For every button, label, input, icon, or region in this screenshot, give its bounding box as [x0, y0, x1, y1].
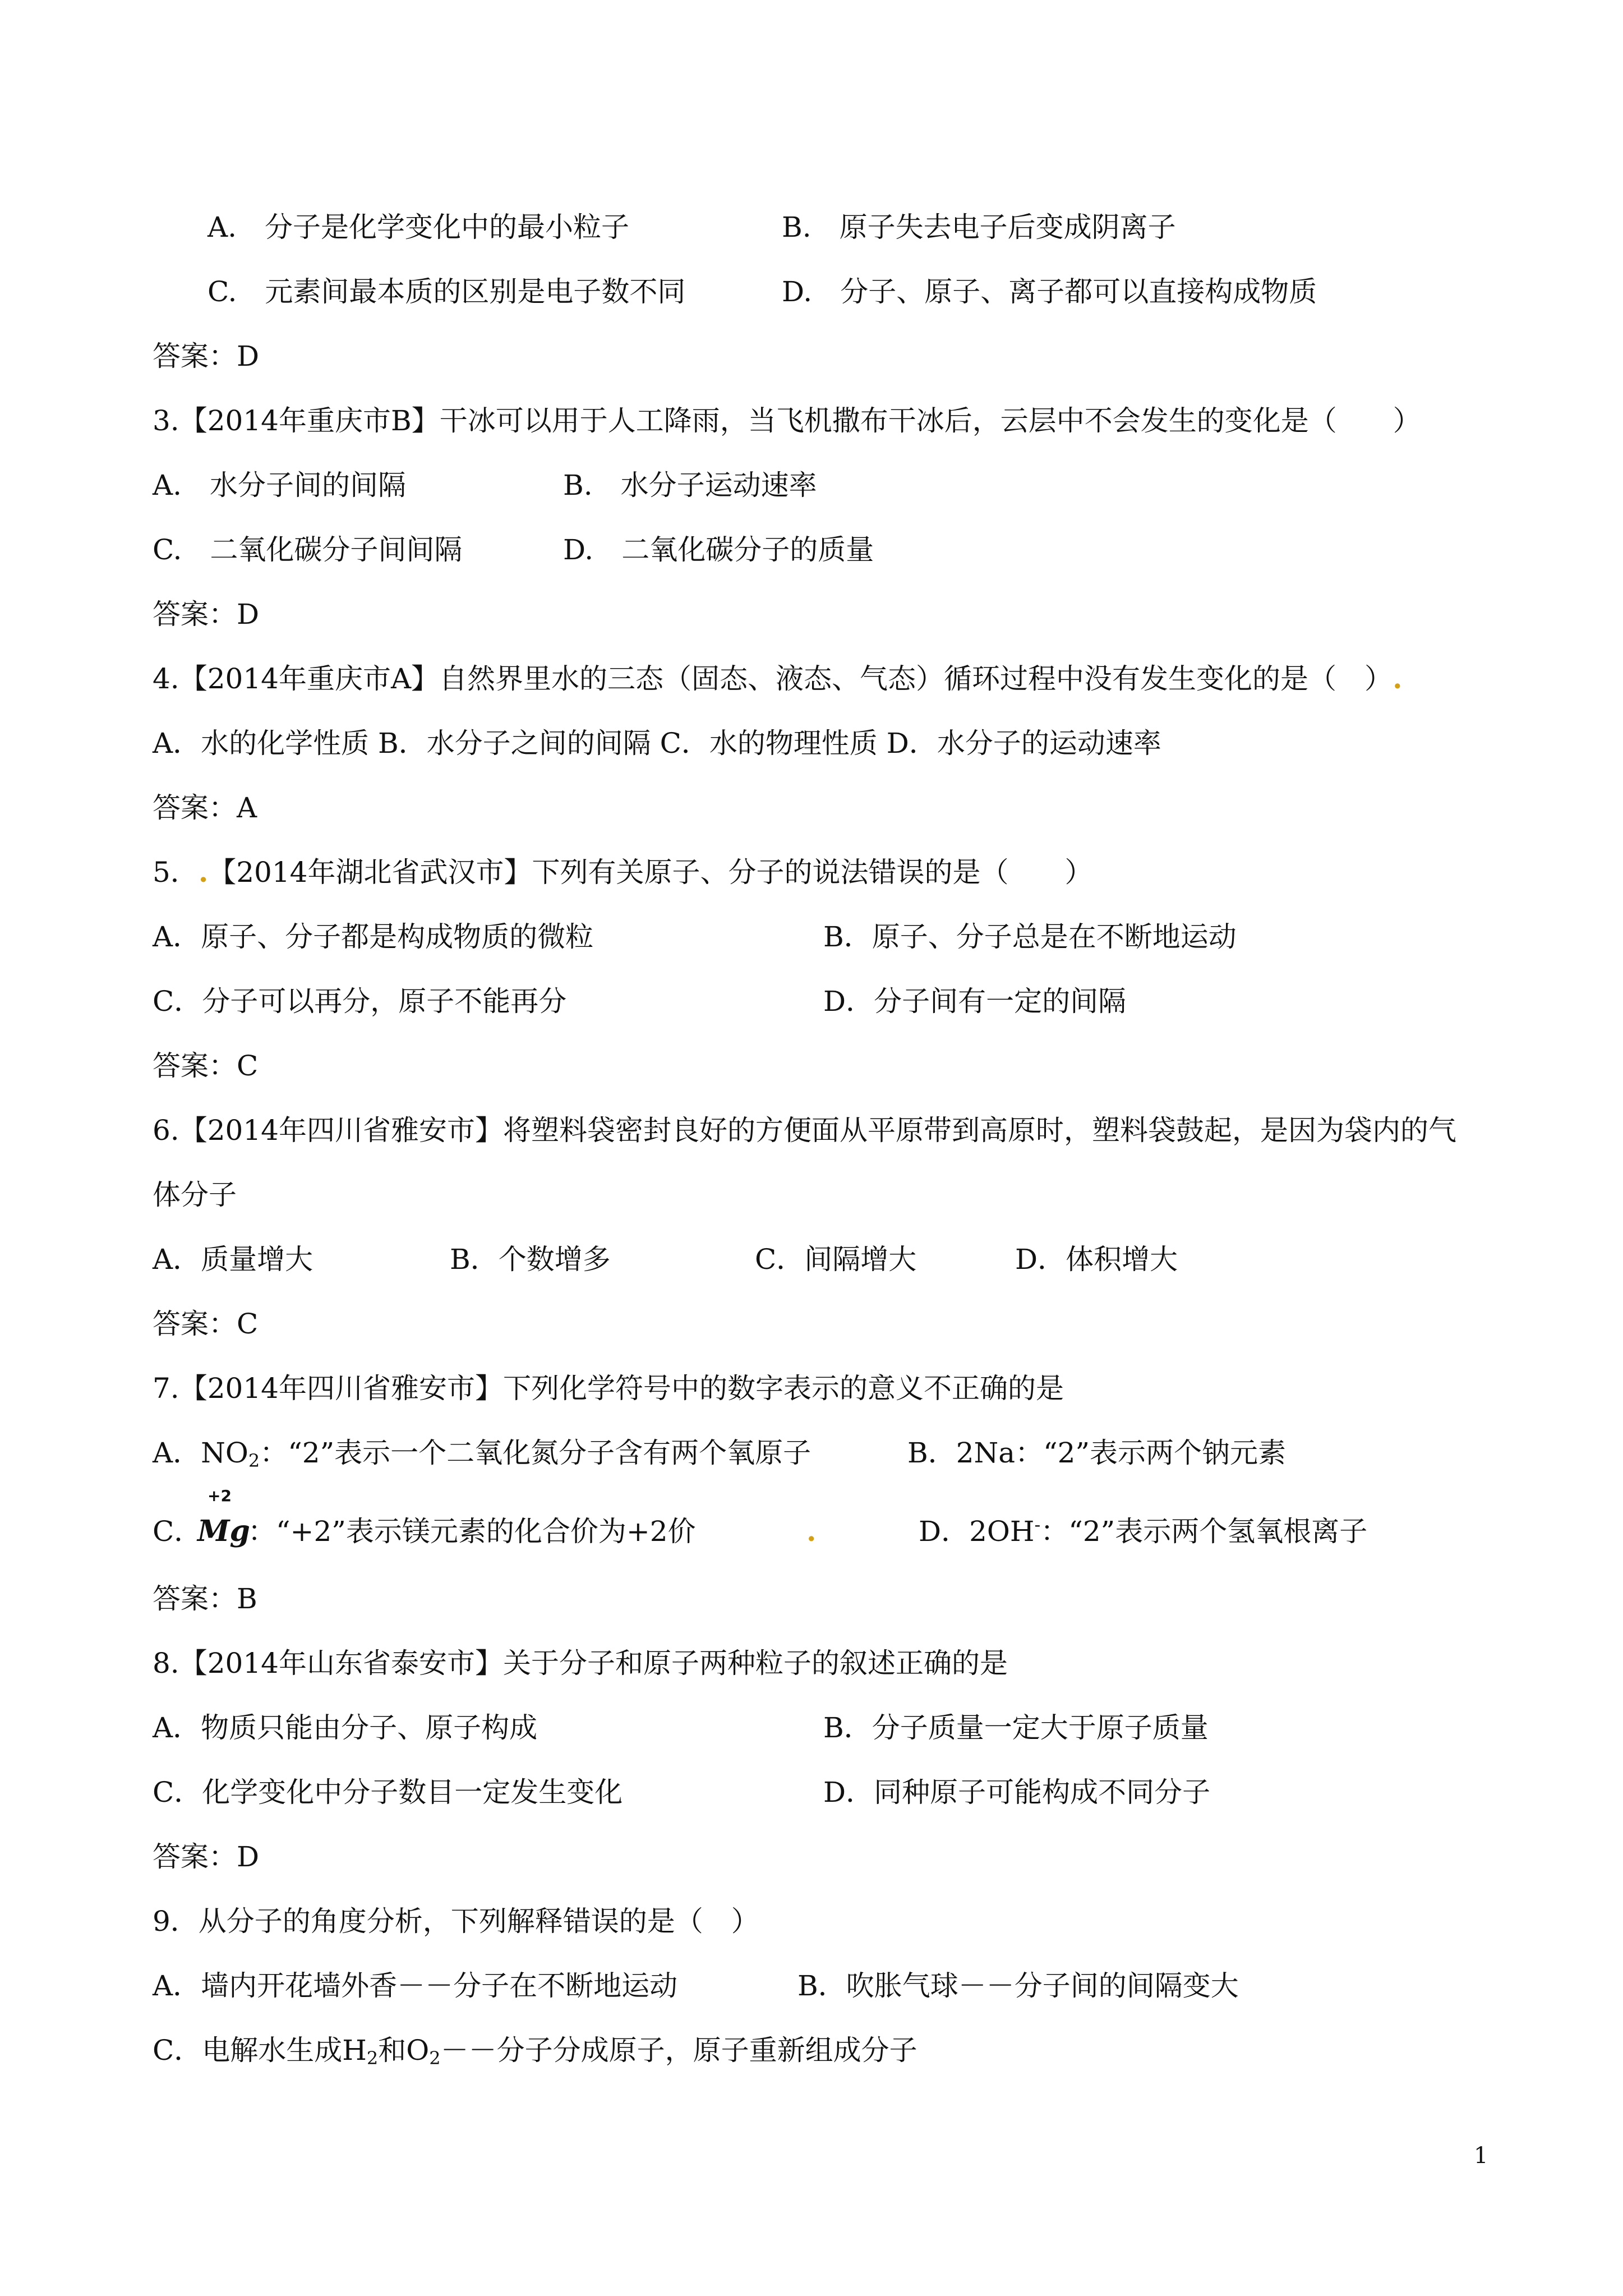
q7-option-b: B．2Na：“2”表示两个钠元素 [907, 1437, 1287, 1469]
q6-option-b: B．个数增多 [450, 1243, 611, 1276]
page-number: 1 [1474, 2143, 1488, 2169]
q7-option-c-label: C． [153, 1515, 202, 1548]
q8-option-a: A．物质只能由分子、原子构成 [153, 1711, 538, 1744]
q8-option-c: C．化学变化中分子数目一定发生变化 [153, 1776, 623, 1809]
q2-option-a: A. 分子是化学变化中的最小粒子 [208, 211, 630, 243]
q5-answer: 答案：C [153, 1050, 259, 1082]
q9-option-c-pre: C．电解水生成H [153, 2034, 367, 2067]
q6-answer: 答案：C [153, 1308, 259, 1340]
q8-option-d: D．同种原子可能构成不同分子 [823, 1776, 1211, 1809]
q4-answer: 答案：A [153, 792, 257, 824]
q6-option-a: A．质量增大 [153, 1243, 313, 1276]
q5-option-c: C．分子可以再分，原子不能再分 [153, 985, 567, 1018]
q3-option-a: A. 水分子间的间隔 [153, 469, 407, 501]
q9-option-b: B．吹胀气球－－分子间的间隔变大 [797, 1970, 1239, 2002]
q7-option-c-mg: Mg [197, 1514, 250, 1548]
q9-option-a: A．墙内开花墙外香－－分子在不断地运动 [153, 1970, 678, 2002]
q2-option-b: B. 原子失去电子后变成阴离子 [782, 211, 1176, 243]
q7-stem: 7.【2014年四川省雅安市】下列化学符号中的数字表示的意义不正确的是 [153, 1372, 1064, 1405]
q3-option-c: C. 二氧化碳分子间间隔 [153, 533, 463, 566]
q7-option-a-formula: A．NO [153, 1437, 248, 1469]
q4-stem: 4.【2014年重庆市A】自然界里水的三态（固态、液态、气态）循环过程中没有发生变化的是（ ） [153, 662, 1393, 695]
q6-option-d: D．体积增大 [1015, 1243, 1178, 1276]
q5-stem: 【2014年湖北省武汉市】下列有关原子、分子的说法错误的是（ ） [208, 856, 1093, 889]
q5-stem-line [153, 850, 1092, 895]
q5-stem-mark: . [198, 855, 209, 889]
q7-mid-mark: . [806, 1515, 817, 1548]
q8-answer: 答案：D [153, 1841, 260, 1873]
q3-option-b: B. 水分子运动速率 [563, 469, 817, 501]
q9-option-c [153, 2028, 917, 2073]
q9-option-c-sub2: 2 [429, 2047, 441, 2069]
q5-option-a: A．原子、分子都是构成物质的微粒 [153, 921, 594, 953]
q3-stem: 3.【2014年重庆市B】干冰可以用于人工降雨，当飞机撒布干冰后，云层中不会发生的变化是（ ） [153, 404, 1421, 437]
q9-option-c-post: －－分子分成原子，原子重新组成分子 [440, 2034, 917, 2067]
q4-stem-mark: . [1393, 662, 1403, 695]
q3-option-d: D. 二氧化碳分子的质量 [563, 533, 874, 566]
q7-option-a-subscript: 2 [248, 1450, 260, 1471]
q6-stem-line-2: 体分子 [153, 1179, 237, 1211]
q6-stem-line-1: 6.【2014年四川省雅安市】将塑料袋密封良好的方便面从平原带到高原时，塑料袋鼓起，是因为袋内的气 [153, 1114, 1456, 1147]
q7-option-c-symbol [197, 1487, 250, 1554]
q7-option-c-charge: +2 [208, 1487, 232, 1505]
q6-option-c: C．间隔增大 [755, 1243, 917, 1276]
q5-option-b: B．原子、分子总是在不断地运动 [823, 921, 1237, 953]
q3-answer: 答案：D [153, 598, 260, 631]
q8-option-b: B．分子质量一定大于原子质量 [823, 1711, 1209, 1744]
q5-option-d: D．分子间有一定的间隔 [823, 985, 1127, 1018]
q4-options: A．水的化学性质 B．水分子之间的间隔 C．水的物理性质 D．水分子的运动速率 [153, 727, 1161, 760]
q7-option-d [919, 1509, 1367, 1554]
q7-option-d-formula: D．2OH [919, 1515, 1035, 1548]
q4-stem-line [153, 656, 1402, 701]
q7-answer: 答案：B [153, 1582, 257, 1615]
q7-option-d-superscript: - [1034, 1514, 1041, 1535]
q7-option-a [153, 1430, 811, 1475]
q9-stem: 9．从分子的角度分析，下列解释错误的是（ ） [153, 1905, 759, 1938]
q7-option-a-text: ：“2”表示一个二氧化氮分子含有两个氧原子 [260, 1437, 811, 1469]
q8-stem: 8.【2014年山东省泰安市】关于分子和原子两种粒子的叙述正确的是 [153, 1647, 1008, 1680]
q7-option-c-text: ：“+2”表示镁元素的化合价为+2价 [248, 1515, 696, 1548]
q9-option-c-mid: 和O [378, 2034, 430, 2067]
q5-stem-prefix: 5． [153, 856, 199, 889]
q2-option-d: D. 分子、原子、离子都可以直接构成物质 [782, 275, 1317, 308]
q7-option-d-text: ：“2”表示两个氢氧根离子 [1040, 1515, 1368, 1548]
q9-option-c-sub1: 2 [366, 2047, 379, 2069]
q2-option-c: C. 元素间最本质的区别是电子数不同 [208, 275, 686, 308]
q2-answer: 答案：D [153, 340, 260, 372]
